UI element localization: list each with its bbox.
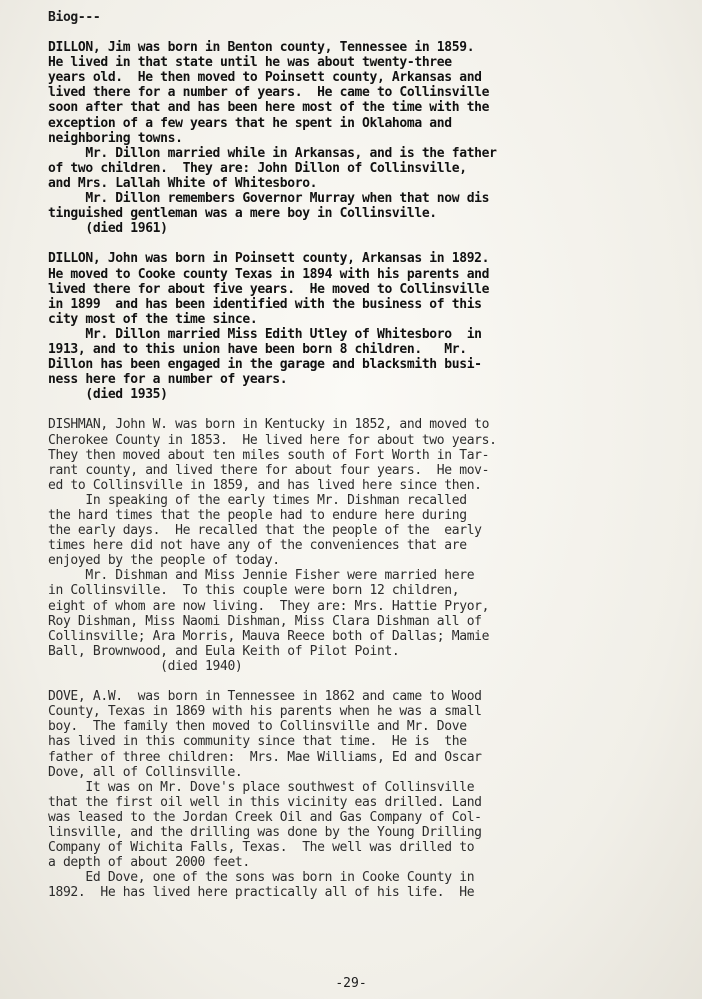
text-line: Mr. Dillon remembers Governor Murray when that now dis [48, 191, 490, 207]
text-line: the early days. He recalled that the people of the early [48, 523, 482, 539]
biography-entry [48, 417, 688, 674]
text-line: 1892. He has lived here practically all of his life. He [48, 885, 475, 901]
text-line: years old. He then moved to Poinsett county, Arkansas and [48, 70, 482, 86]
biography-entry [48, 40, 688, 236]
text-line: of two children. They are: John Dillon of Collinsville, [48, 160, 467, 176]
text-line: in 1899 and has been identified with the business of this [48, 296, 482, 312]
text-line: times here did not have any of the conveniences that are [48, 538, 467, 554]
text-line: Dillon has been engaged in the garage and blacksmith busi- [48, 357, 482, 373]
text-line: eight of whom are now living. They are: Mrs. Hattie Pryor, [48, 598, 490, 614]
text-line: a depth of about 2000 feet. [48, 855, 250, 871]
text-line: Cherokee County in 1853. He lived here for about two years. [48, 432, 497, 448]
text-line: neighboring towns. [48, 130, 183, 146]
text-line: DOVE, A.W. was born in Tennessee in 1862 and came to Wood [48, 689, 482, 705]
text-line: Mr. Dillon married Miss Edith Utley of Whitesboro in [48, 326, 482, 342]
text-line: Mr. Dillon married while in Arkansas, and is the father [48, 145, 497, 161]
text-line: Collinsville; Ara Morris, Mauva Reece both of Dallas; Mamie [48, 628, 490, 644]
text-line: and Mrs. Lallah White of Whitesboro. [48, 175, 318, 191]
text-line: DISHMAN, John W. was born in Kentucky in 1852, and moved to [48, 417, 490, 433]
text-line: ed to Collinsville in 1859, and has lived here since then. [48, 477, 482, 493]
text-line: enjoyed by the people of today. [48, 553, 280, 569]
text-line: in Collinsville. To this couple were born 12 children, [48, 583, 460, 599]
text-line: (died 1935) [48, 387, 168, 403]
text-line: has lived in this community since that time. He is the [48, 734, 467, 750]
text-line: Company of Wichita Falls, Texas. The well was drilled to [48, 840, 475, 856]
biography-entry [48, 251, 688, 402]
text-line: (died 1961) [48, 221, 168, 237]
entry-spacer [48, 402, 688, 417]
text-line: lived there for a number of years. He came to Collinsville [48, 85, 490, 101]
entry-spacer [48, 236, 688, 251]
text-line: exception of a few years that he spent in Oklahoma and [48, 115, 452, 131]
text-line: father of three children: Mrs. Mae Williams, Ed and Oscar [48, 749, 482, 765]
text-line: DILLON, John was born in Poinsett county, Arkansas in 1892. [48, 251, 490, 267]
biography-entry [48, 689, 688, 900]
document-heading: Biog--- [48, 10, 101, 25]
text-line: ness here for a number of years. [48, 372, 288, 388]
text-line: Mr. Dishman and Miss Jennie Fisher were married here [48, 568, 475, 584]
text-line: (died 1940) [48, 658, 243, 674]
text-line: DILLON, Jim was born in Benton county, Tennessee in 1859. [48, 40, 475, 56]
text-line: was leased to the Jordan Creek Oil and Gas Company of Col- [48, 809, 482, 825]
text-line: Roy Dishman, Miss Naomi Dishman, Miss Clara Dishman all of [48, 613, 482, 629]
text-line: boy. The family then moved to Collinsville and Mr. Dove [48, 719, 467, 735]
text-line: the hard times that the people had to endure here during [48, 508, 467, 523]
text-line: They then moved about ten miles south of Fort Worth in Tar- [48, 447, 490, 463]
text-line: lived there for about five years. He moved to Collinsville [48, 281, 490, 297]
text-line: In speaking of the early times Mr. Dishman recalled [48, 492, 467, 508]
text-line: Dove, all of Collinsville. [48, 764, 243, 780]
biography-entries [48, 40, 688, 900]
typed-text-body [48, 10, 688, 900]
text-line: rant county, and lived there for about four years. He mov- [48, 462, 490, 478]
page-number: -29- [335, 976, 367, 991]
entry-spacer [48, 674, 688, 689]
text-line: 1913, and to this union have been born 8 children. Mr. [48, 341, 467, 357]
text-line: linsville, and the drilling was done by the Young Drilling [48, 824, 482, 840]
text-line: soon after that and has been here most of the time with the [48, 100, 490, 116]
text-line: Ed Dove, one of the sons was born in Cooke County in [48, 870, 475, 886]
text-line: He lived in that state until he was about twenty-three [48, 55, 452, 71]
text-line: tinguished gentleman was a mere boy in Collinsville. [48, 206, 437, 222]
text-line: city most of the time since. [48, 311, 258, 327]
text-line: Ball, Brownwood, and Eula Keith of Pilot Point. [48, 643, 400, 659]
text-line: It was on Mr. Dove's place southwest of Collinsville [48, 779, 475, 795]
text-line: that the first oil well in this vicinity eas drilled. Land [48, 794, 482, 810]
text-line: County, Texas in 1869 with his parents when he was a small [48, 704, 482, 720]
text-line: He moved to Cooke county Texas in 1894 with his parents and [48, 266, 490, 282]
